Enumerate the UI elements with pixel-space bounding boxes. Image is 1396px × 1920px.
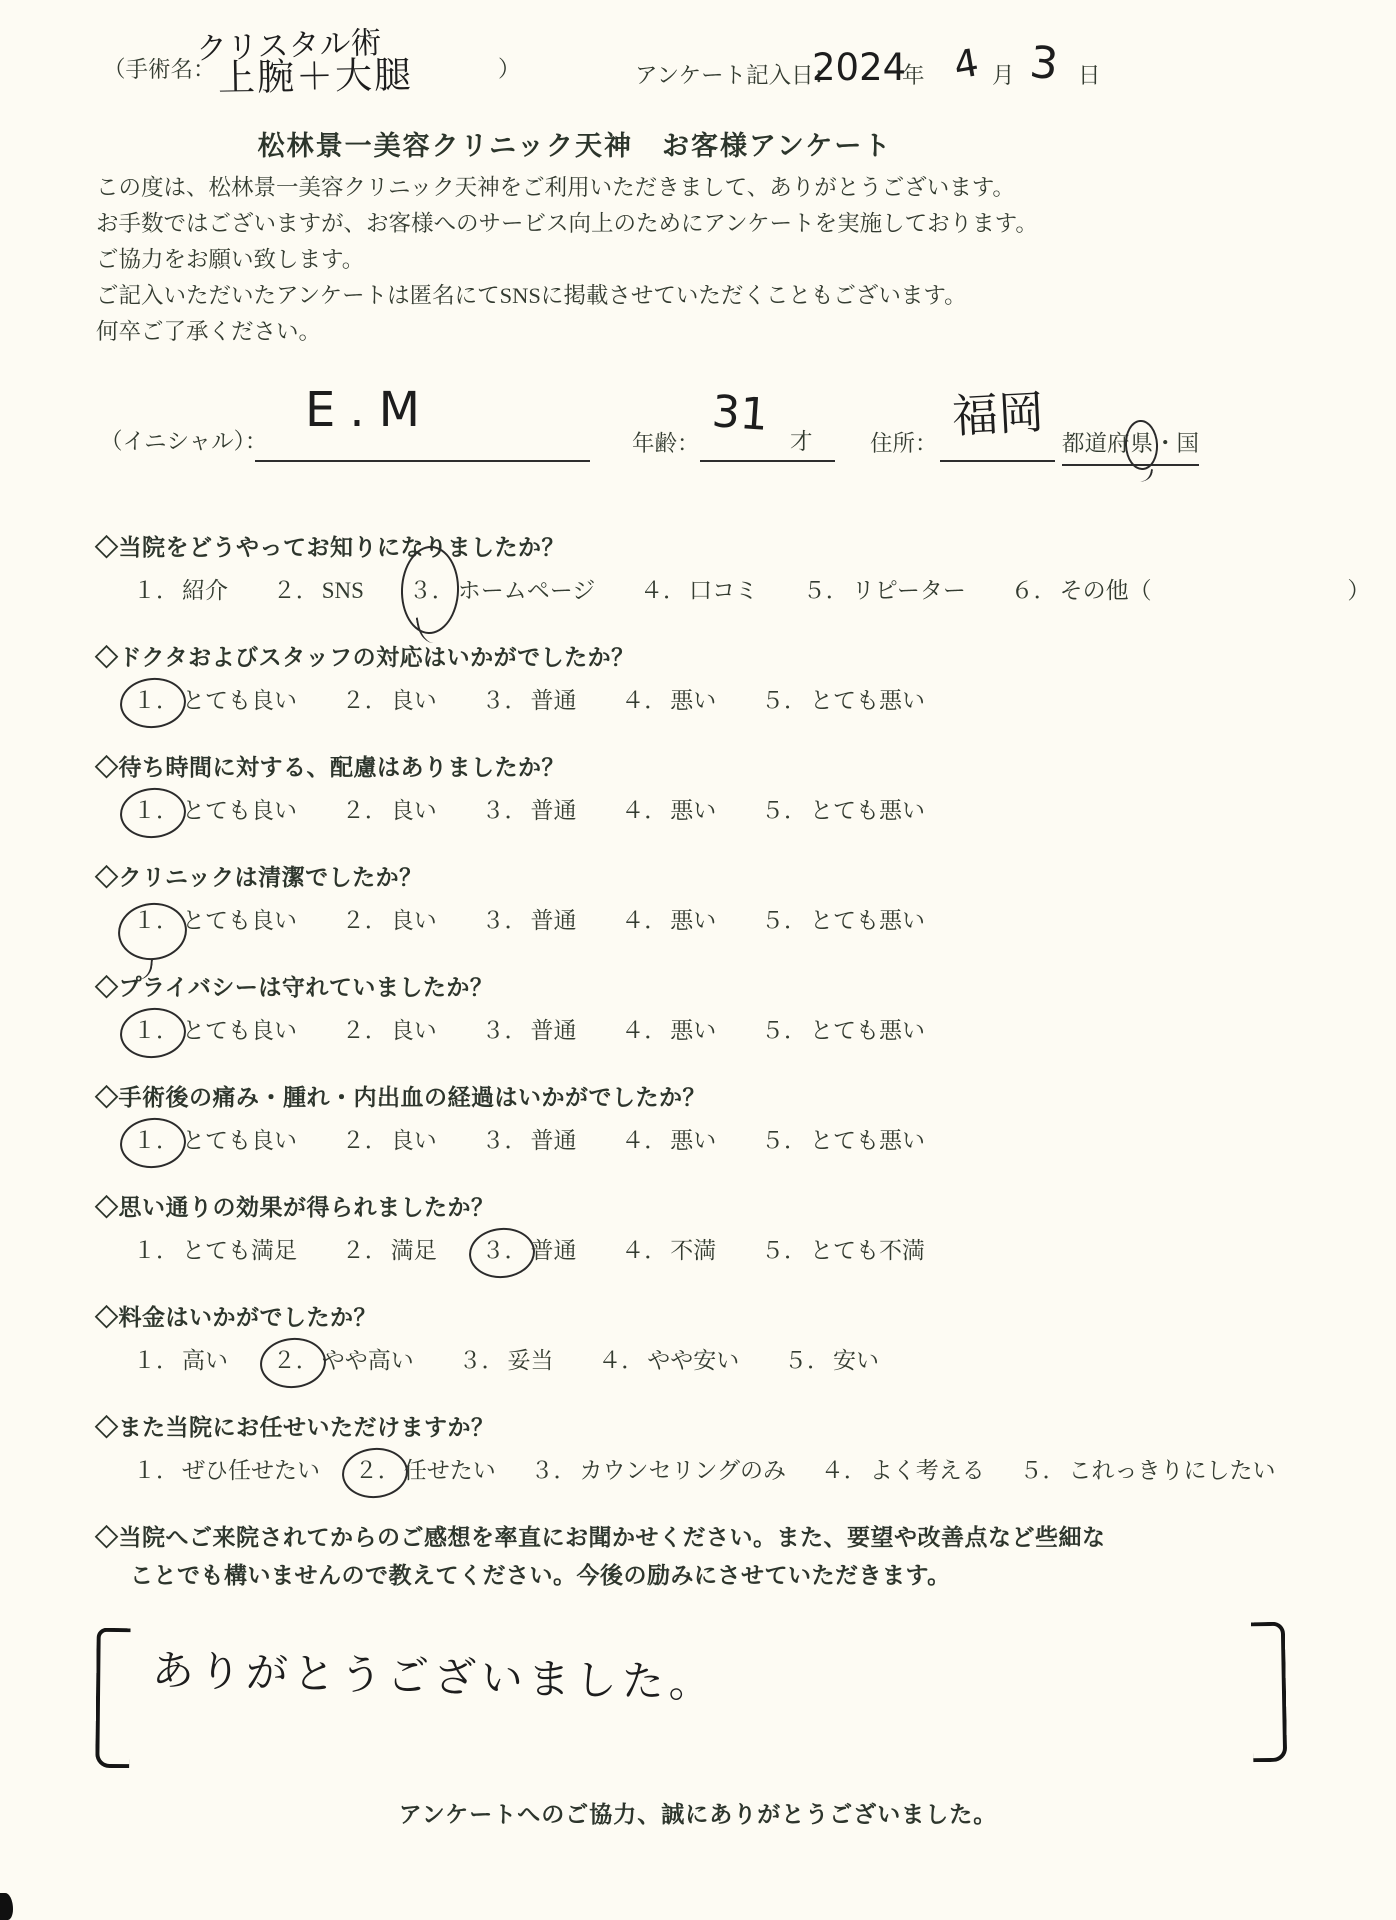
option-label: とても悪い — [810, 1128, 925, 1153]
option — [339, 686, 437, 716]
comment-bracket-left — [95, 1628, 130, 1768]
option-number: ５． — [802, 578, 849, 603]
intro-paragraph — [96, 170, 1038, 350]
question-wait-time-consideration — [95, 752, 1355, 826]
surgery-name-handwritten-line1: クリスタル術 — [195, 24, 383, 68]
surgery-name-label-close: ） — [498, 57, 521, 82]
option-label: これっきりにしたい — [1068, 1458, 1276, 1483]
option — [758, 906, 925, 936]
option-label: 不満 — [670, 1238, 717, 1263]
age-value-handwritten: 31 — [710, 386, 770, 441]
survey-date-label: アンケート記入日： — [635, 63, 837, 88]
option-label: 悪い — [670, 798, 717, 823]
option — [618, 1126, 716, 1156]
address-underline — [940, 460, 1055, 462]
question-options — [95, 1002, 1355, 1046]
option-number: ３． — [458, 1348, 505, 1373]
option-label: 安い — [833, 1348, 879, 1373]
option — [130, 686, 297, 716]
initial-label: （イニシャル）： — [100, 429, 268, 454]
option-label: 悪い — [670, 1128, 717, 1153]
option-label: やや高い — [321, 1348, 414, 1373]
option-number: ５． — [784, 1348, 830, 1373]
option-label: 妥当 — [507, 1348, 554, 1373]
option-number-circled: １． — [130, 906, 182, 936]
option-label: 紹介 — [182, 578, 228, 603]
question-options — [95, 782, 1355, 826]
option — [758, 1126, 925, 1156]
option — [339, 1126, 437, 1156]
option-label: 悪い — [670, 688, 717, 713]
option — [758, 686, 925, 716]
option-label: とても良い — [182, 798, 297, 823]
question-heading: ◇また当院にお任せいただけますか？ — [95, 1414, 495, 1440]
region-type-label — [1062, 426, 1199, 466]
option-number: ５． — [761, 908, 807, 933]
option-label: 良い — [390, 1128, 437, 1153]
option-label: 普通 — [530, 1128, 577, 1153]
region-part-country: ・国 — [1154, 431, 1200, 456]
option-number: ５． — [761, 688, 807, 713]
option — [781, 1346, 879, 1376]
region-selected-circle: 県 — [1130, 426, 1155, 462]
option-number: ４． — [598, 1348, 645, 1373]
option-number: ５． — [1019, 1458, 1066, 1483]
initial-value-handwritten: E.M — [305, 382, 434, 438]
address-value-handwritten: 福岡 — [950, 384, 1046, 444]
question-options — [95, 1332, 1355, 1376]
option-number-circled: ３． — [479, 1236, 531, 1266]
option-number: ５． — [761, 1238, 807, 1263]
option-other-close-paren: ） — [1347, 578, 1371, 603]
option — [595, 1346, 739, 1376]
option — [130, 1346, 228, 1376]
age-label: 年齢： — [632, 431, 700, 456]
option-label: SNS — [321, 578, 364, 603]
option-label: とても悪い — [810, 798, 925, 823]
option — [130, 1126, 297, 1156]
option — [479, 906, 577, 936]
option-label: カウンセリングのみ — [579, 1458, 787, 1483]
age-underline — [700, 460, 835, 462]
option — [130, 1456, 320, 1486]
initial-underline — [255, 460, 590, 462]
option-label: 普通 — [530, 908, 577, 933]
question-options — [95, 1442, 1355, 1486]
survey-date-year-unit: 年 — [902, 63, 925, 88]
option-number: １． — [133, 1348, 179, 1373]
option-number-circled: ３． — [406, 576, 458, 606]
option-number: ３． — [481, 688, 528, 713]
option-number: ３． — [530, 1458, 577, 1483]
surgery-name-handwritten-line2: 上腕＋大腿 — [217, 53, 414, 100]
option-label: 口コミ — [689, 578, 758, 603]
option-label: リピーター — [851, 578, 966, 603]
option-number-circled: １． — [130, 1126, 182, 1156]
option — [758, 796, 925, 826]
option-number: ２． — [341, 1018, 388, 1043]
option-number: ３． — [481, 798, 528, 823]
option-number-circled: ２． — [352, 1456, 404, 1486]
address-label: 住所： — [870, 431, 938, 456]
option-label: とても不満 — [810, 1238, 925, 1263]
option-number-circled: １． — [130, 686, 182, 716]
option-label: 普通 — [530, 1238, 577, 1263]
option-number: ２． — [341, 688, 388, 713]
question-options — [95, 672, 1355, 716]
option-number: ３． — [481, 1128, 528, 1153]
option — [130, 1236, 297, 1266]
option-label: 良い — [390, 688, 437, 713]
free-comment-heading-line1: ◇当院へご来院されてからのご感想を率直にお聞かせください。また、要望や改善点など些細な — [95, 1524, 1106, 1550]
option — [618, 906, 716, 936]
option-label: とても悪い — [810, 1018, 925, 1043]
option-number: ５． — [761, 1128, 807, 1153]
option-number: ４． — [640, 578, 686, 603]
option-label: とても悪い — [810, 688, 925, 713]
question-doctor-staff-response — [95, 642, 1355, 716]
survey-date-day-unit: 日 — [1078, 63, 1101, 88]
page-title: 松林景一美容クリニック天神 お客様アンケート — [257, 131, 893, 161]
option-label: ホームページ — [457, 578, 596, 603]
option-label: ぜひ任せたい — [182, 1458, 320, 1483]
option — [1017, 1456, 1276, 1486]
question-heading: ◇料金はいかがでしたか？ — [95, 1304, 377, 1330]
option-label: 良い — [390, 798, 437, 823]
question-heading: ◇プライバシーは守れていましたか？ — [95, 974, 494, 1000]
option-number: ４． — [621, 1238, 668, 1263]
option-label: やや安い — [647, 1348, 740, 1373]
question-clinic-cleanliness — [95, 862, 1355, 936]
option-label: その他（ — [1059, 578, 1152, 603]
option-number-circled: １． — [130, 1016, 182, 1046]
survey-date-month-unit: 月 — [992, 63, 1015, 88]
question-options — [95, 562, 1371, 606]
option — [339, 1236, 437, 1266]
option-label: とても良い — [182, 1018, 297, 1043]
region-part-prefecture-prefix: 都道府 — [1062, 431, 1130, 456]
age-unit: 才 — [790, 429, 813, 454]
option — [758, 1236, 925, 1266]
intro-line: ご記入いただいたアンケートは匿名にてSNSに掲載させていただくこともございます。 — [96, 283, 967, 308]
option — [479, 1236, 577, 1266]
option — [130, 796, 297, 826]
question-post-surgery-progress — [95, 1082, 1355, 1156]
option-label: 悪い — [670, 1018, 717, 1043]
question-heading: ◇手術後の痛み・腫れ・内出血の経過はいかがでしたか？ — [95, 1084, 706, 1110]
option-label: 良い — [390, 1018, 437, 1043]
option — [339, 796, 437, 826]
option — [637, 576, 758, 606]
option — [758, 1016, 925, 1046]
option-label: 悪い — [670, 908, 717, 933]
option-number: ５． — [761, 1018, 807, 1043]
option — [618, 686, 716, 716]
option-number: ４． — [621, 798, 668, 823]
option-label: とても良い — [182, 908, 297, 933]
question-heading: ◇当院をどうやってお知りになりましたか？ — [95, 534, 565, 560]
footer-thanks: アンケートへのご協力、誠にありがとうございました。 — [398, 1802, 998, 1827]
question-options — [95, 1112, 1355, 1156]
option — [479, 686, 577, 716]
option-number: ２． — [341, 1238, 388, 1263]
option-label: 高い — [182, 1348, 228, 1373]
intro-line: 何卒ご了承ください。 — [96, 319, 322, 344]
question-heading: ◇待ち時間に対する、配慮はありましたか？ — [95, 754, 565, 780]
option — [270, 1346, 414, 1376]
option-label: とても満足 — [182, 1238, 297, 1263]
questions-section — [95, 532, 1371, 1626]
option — [618, 1236, 716, 1266]
option — [479, 1016, 577, 1046]
comment-bracket-right — [1251, 1622, 1287, 1763]
option — [130, 1016, 297, 1046]
option-number: １． — [133, 1458, 179, 1483]
question-privacy-protection — [95, 972, 1355, 1046]
survey-date-day-handwritten: 3 — [1027, 36, 1061, 91]
option — [479, 796, 577, 826]
option — [818, 1456, 985, 1486]
survey-date-year-handwritten: 2024 — [812, 46, 907, 89]
survey-date-month-handwritten: 4 — [950, 40, 982, 88]
surgery-name-label-open: （手術名： — [103, 57, 216, 82]
intro-line: この度は、松林景一美容クリニック天神をご利用いただきまして、ありがとうございます。 — [96, 175, 1015, 200]
option-label: 普通 — [530, 1018, 577, 1043]
option-number: ２． — [341, 798, 388, 823]
option-number: ２． — [341, 908, 388, 933]
option — [130, 906, 297, 936]
option — [339, 1016, 437, 1046]
option-number: ４． — [621, 1128, 668, 1153]
question-how-did-you-learn — [95, 532, 1371, 606]
option-label: とても良い — [182, 1128, 297, 1153]
option-label: 普通 — [530, 688, 577, 713]
option — [479, 1126, 577, 1156]
option — [618, 796, 716, 826]
option — [406, 576, 596, 606]
option-label: 良い — [390, 908, 437, 933]
option-label: とても悪い — [810, 908, 925, 933]
option-number: ２． — [341, 1128, 388, 1153]
option-label: よく考える — [869, 1458, 985, 1483]
option — [270, 576, 364, 606]
option-label: とても良い — [182, 688, 297, 713]
option — [339, 906, 437, 936]
question-heading: ◇ドクタおよびスタッフの対応はいかがでしたか？ — [95, 644, 635, 670]
question-options — [95, 1222, 1355, 1266]
option-number: ４． — [621, 1018, 668, 1043]
option-number: ４． — [820, 1458, 867, 1483]
option-number-circled: １． — [130, 796, 182, 826]
option-number: ５． — [761, 798, 807, 823]
question-heading: ◇クリニックは清潔でしたか？ — [95, 864, 423, 890]
option-other — [1008, 576, 1152, 606]
scan-artifact-mark — [0, 1893, 13, 1920]
option-number-circled: ２． — [270, 1346, 322, 1376]
option-number: ２． — [272, 578, 319, 603]
option — [528, 1456, 787, 1486]
option — [800, 576, 966, 606]
free-comment-handwritten: ありがとうございました。 — [151, 1645, 717, 1708]
option-label: 普通 — [530, 798, 577, 823]
option — [130, 576, 228, 606]
option-label: 満足 — [390, 1238, 437, 1263]
option-number: ３． — [481, 1018, 528, 1043]
option-number: １． — [133, 1238, 179, 1263]
option-number: １． — [133, 578, 179, 603]
option-number: ４． — [621, 688, 668, 713]
question-price — [95, 1302, 1355, 1376]
option — [456, 1346, 554, 1376]
question-desired-effect — [95, 1192, 1355, 1266]
option — [618, 1016, 716, 1046]
question-free-comment — [95, 1522, 1355, 1590]
option — [352, 1456, 496, 1486]
option-number: ６． — [1010, 578, 1057, 603]
intro-line: お手数ではございますが、お客様へのサービス向上のためにアンケートを実施しております。 — [96, 211, 1038, 236]
question-heading: ◇思い通りの効果が得られましたか？ — [95, 1194, 495, 1220]
intro-line: ご協力をお願い致します。 — [96, 247, 365, 272]
option-number: ３． — [481, 908, 528, 933]
question-entrust-again — [95, 1412, 1355, 1486]
question-options — [95, 892, 1355, 936]
option-label: 任せたい — [403, 1458, 496, 1483]
free-comment-heading-line2: ことでも構いませんので教えてください。今後の励みにさせていただきます。 — [130, 1562, 951, 1588]
option-number: ４． — [621, 908, 668, 933]
